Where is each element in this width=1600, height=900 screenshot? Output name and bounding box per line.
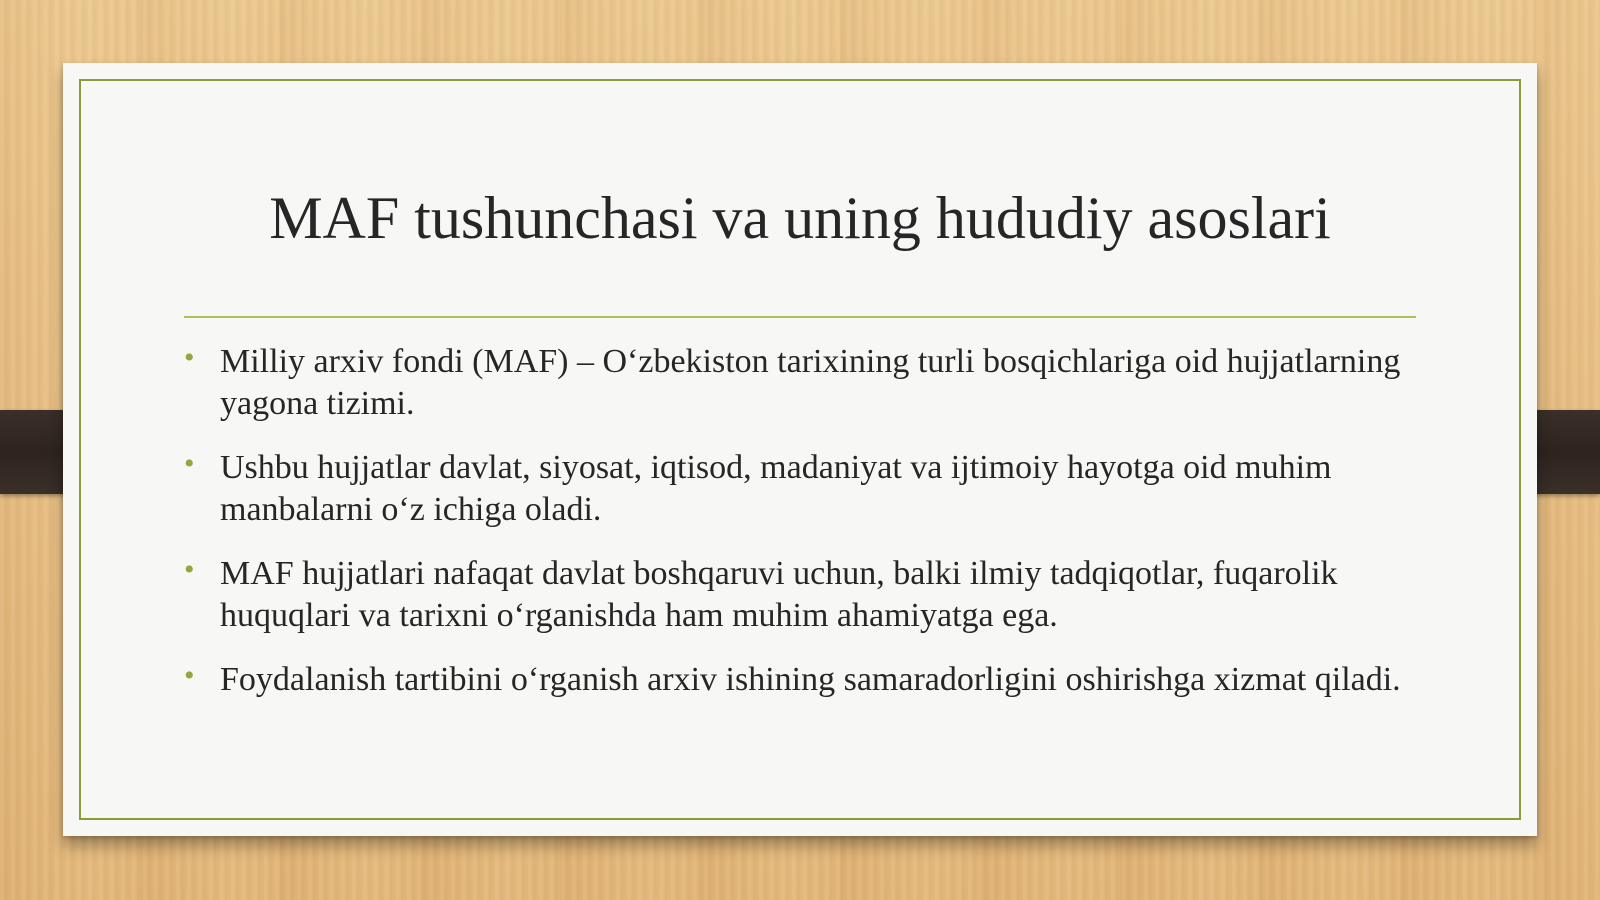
bullet-text: Ushbu hujjatlar davlat, siyosat, iqtisod, madaniyat va ijtimoiy hayotga oid muhim manbalarni o‘z ichiga oladi. — [220, 449, 1332, 528]
bullet-dot-icon: • — [184, 553, 195, 586]
title-divider — [184, 316, 1416, 318]
bullet-text: Foydalanish tartibini o‘rganish arxiv ishining samaradorligini oshirishga xizmat qiladi. — [220, 661, 1401, 698]
bullet-item — [182, 659, 1412, 701]
bullet-dot-icon: • — [184, 341, 195, 374]
bullet-item — [182, 447, 1412, 531]
slide-card — [63, 63, 1537, 836]
bullet-text: Milliy arxiv fondi (MAF) – O‘zbekiston tarixining turli bosqichlariga oid hujjatlarning yagona tizimi. — [220, 343, 1401, 422]
bullet-dot-icon: • — [184, 659, 195, 692]
bullet-dot-icon: • — [184, 447, 195, 480]
slide-title: MAF tushunchasi va uning hududiy asoslari — [269, 185, 1331, 251]
bullet-text: MAF hujjatlari nafaqat davlat boshqaruvi uchun, balki ilmiy tadqiqotlar, fuqarolik huquqlari va tarixni o‘rganishda ham muhim ahamiyatga ega. — [220, 555, 1338, 634]
bullet-item — [182, 341, 1412, 425]
bullet-list — [182, 341, 1412, 723]
bullet-item — [182, 553, 1412, 637]
